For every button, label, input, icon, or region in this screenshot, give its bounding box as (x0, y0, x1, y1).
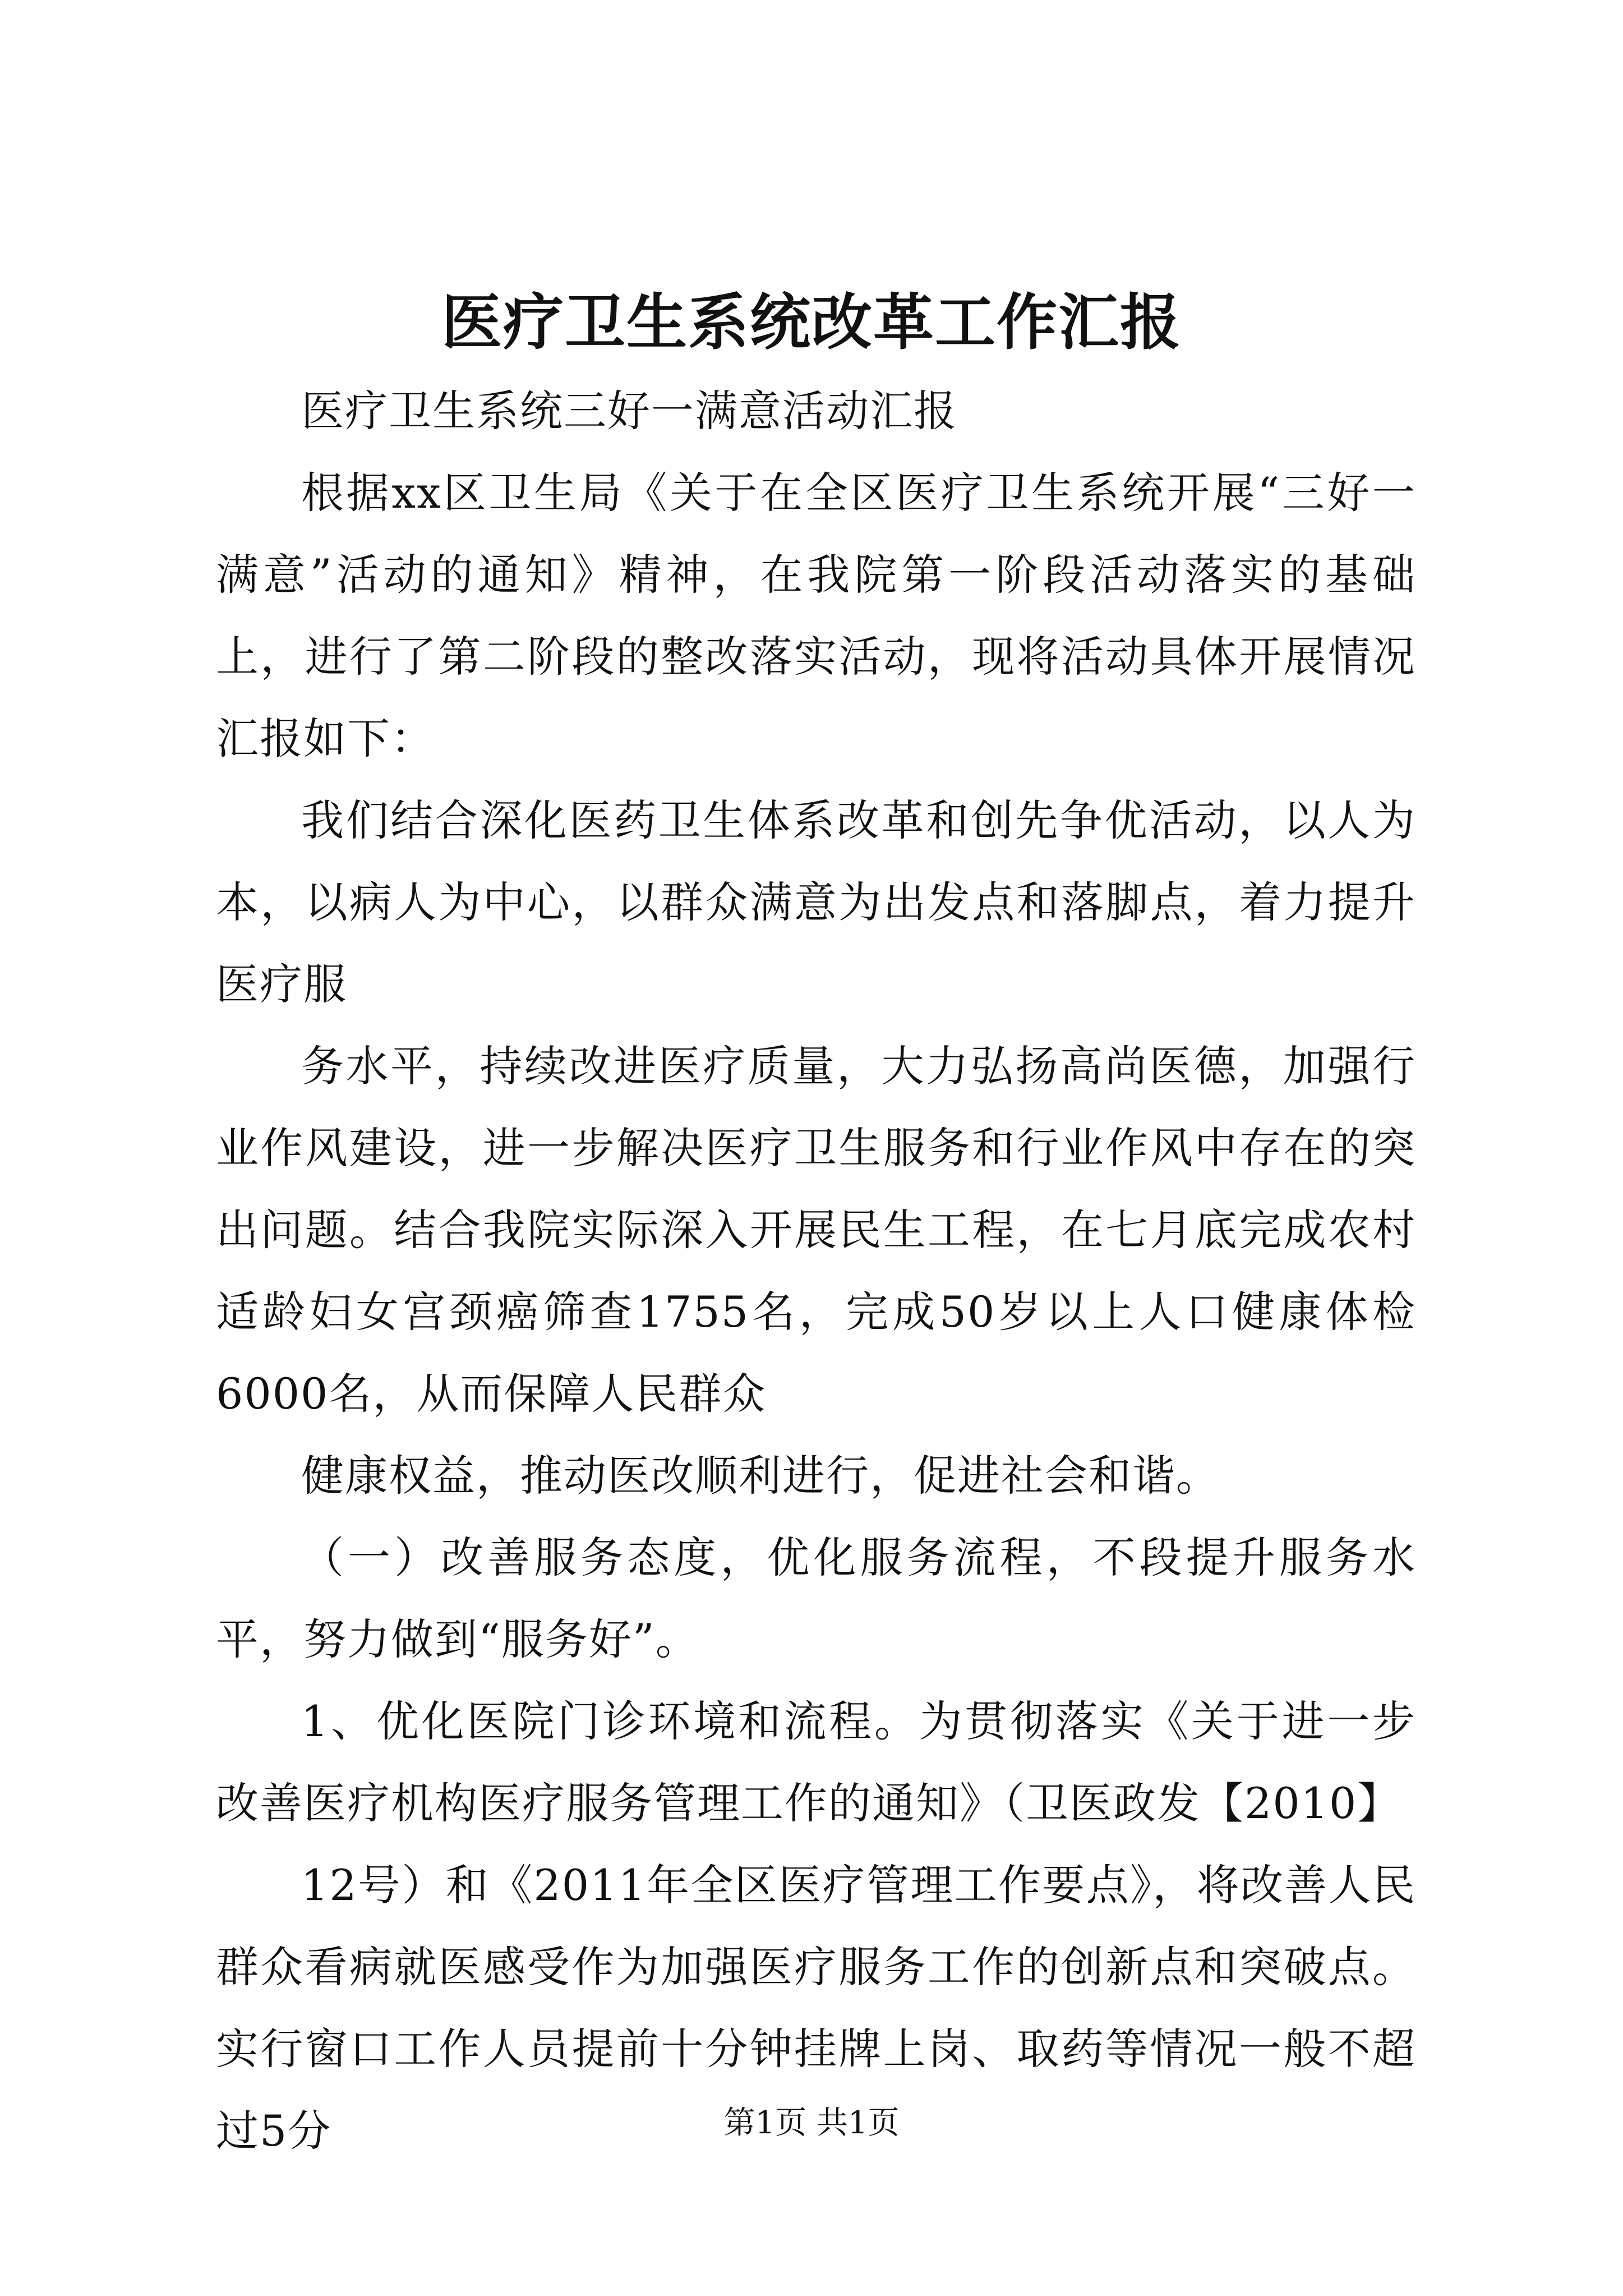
paragraph-intro: 根据xx区卫生局《关于在全区医疗卫生系统开展“三好一满意”活动的通知》精神，在我院第一阶段活动落实的基础上，进行了第二阶段的整改落实活动，现将活动具体开展情况汇报如下： (216, 468, 1416, 763)
paragraph-item-one: 1、优化医院门诊环境和流程。为贯彻落实《关于进一步改善医疗机构医疗服务管理工作的通知》（卫医政发【2010】 (216, 1696, 1416, 1828)
paragraph-service-level: 务水平，持续改进医疗质量，大力弘扬高尚医德，加强行业作风建设，进一步解决医疗卫生服务和行业作风中存在的突出问题。结合我院实际深入开展民生工程，在七月底完成农村适龄妇女宫颈癌筛查1755名，完成50岁以上人口健康体检6000名，从而保障人民群众 (216, 1041, 1416, 1419)
paragraph-approach: 我们结合深化医药卫生体系改革和创先争优活动，以人为本，以病人为中心，以群众满意为出发点和落脚点，着力提升医疗服 (216, 795, 1416, 1009)
paragraph-item-one-cont: 12号）和《2011年全区医疗管理工作要点》，将改善人民群众看病就医感受作为加强医疗服务工作的创新点和突破点。实行窗口工作人员提前十分钟挂牌上岗、取药等情况一般不超过5分 (216, 1860, 1416, 2156)
document-title: 医疗卫生系统改革工作汇报 (441, 287, 1182, 358)
paragraph-section-one: （一）改善服务态度，优化服务流程，不段提升服务水平，努力做到“服务好”。 (216, 1533, 1416, 1664)
paragraph-health-rights: 健康权益，推动医改顺利进行，促进社会和谐。 (301, 1451, 1220, 1501)
page-footer: 第1页 共1页 (723, 2105, 900, 2141)
paragraph-subtitle: 医疗卫生系统三好一满意活动汇报 (301, 386, 957, 436)
document-body (216, 370, 1416, 2172)
